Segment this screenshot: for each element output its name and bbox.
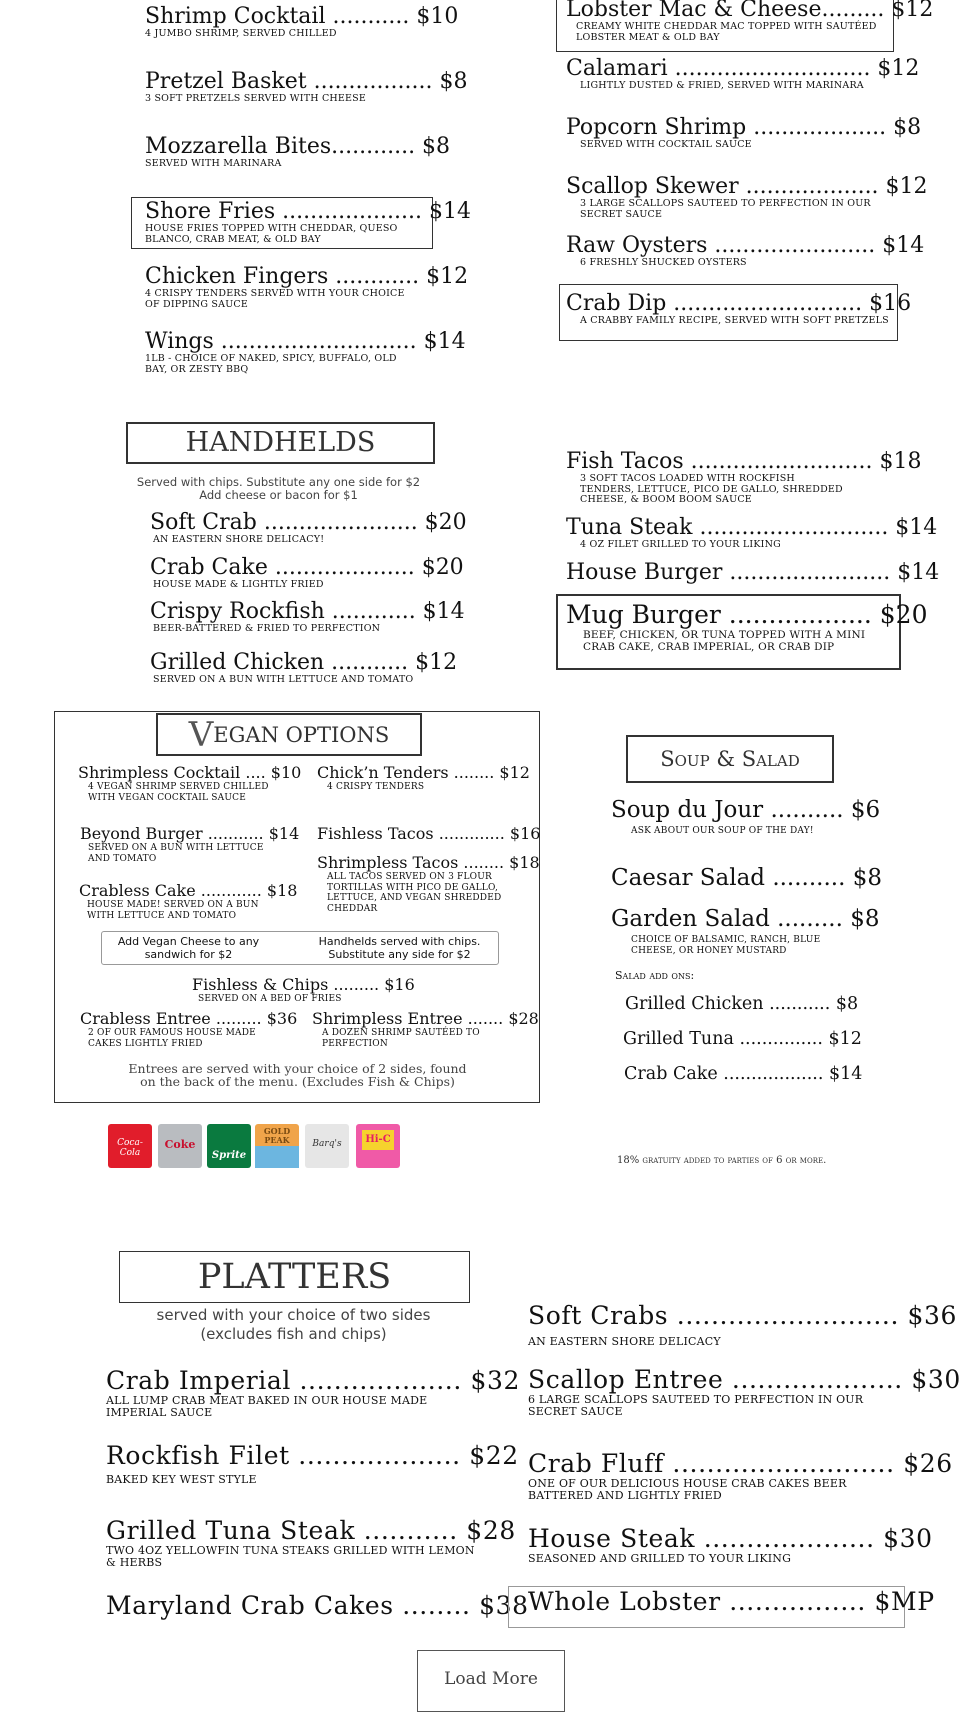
menu-item: [566, 174, 928, 220]
menu-item: [624, 1062, 862, 1086]
menu-item: [528, 1449, 953, 1502]
platters-note: [119, 1306, 468, 1344]
item-desc: A DOZEN SHRIMP SAUTÉED TO PERFECTION: [322, 1028, 480, 1049]
item-desc: ASK ABOUT OUR SOUP OF THE DAY!: [631, 826, 814, 836]
item-desc: 3 SOFT TACOS LOADED WITH ROCKFISH TENDERS, LETTUCE, PICO DE GALLO, SHREDDED CHEESE, & BOOM BOOM SAUCE: [580, 473, 843, 505]
item-name: Beyond Burger ........... $14: [80, 824, 300, 843]
section-header: Soup & Salad: [626, 735, 834, 783]
item-desc: 1LB - CHOICE OF NAKED, SPICY, BUFFALO, OLD BAY, OR ZESTY BBQ: [145, 353, 397, 375]
item-desc: 6 FRESHLY SHUCKED OYSTERS: [580, 257, 747, 268]
vegan-footer: [95, 1062, 500, 1088]
item-name: Garden Salad ......... $8: [611, 906, 880, 932]
menu-item: [566, 515, 938, 551]
item-desc: LIGHTLY DUSTED & FRIED, SERVED WITH MARINARA: [580, 80, 864, 91]
item-desc: AN EASTERN SHORE DELICACY: [528, 1335, 721, 1348]
note-left: Add Vegan Cheese to any sandwich for $2: [117, 935, 260, 961]
item-name: Shrimpless Tacos ........ $18: [317, 853, 540, 872]
footer-line: Entrees are served with your choice of 2 sides, found: [128, 1061, 467, 1076]
vegan-section: [54, 711, 540, 1103]
item-name: Scallop Skewer ................... $12: [566, 174, 928, 199]
item-desc: ONE OF OUR DELICIOUS HOUSE CRAB CAKES BEER BATTERED AND LIGHTLY FRIED: [528, 1477, 847, 1502]
sprite-logo-icon: [207, 1124, 251, 1168]
note-line: Served with chips. Substitute any one side for $2: [136, 475, 421, 489]
header-text: EGAN OPTIONS: [213, 723, 390, 747]
menu-item: [611, 866, 882, 890]
menu-item: [150, 600, 465, 635]
load-more-button[interactable]: Load More: [417, 1650, 565, 1712]
note-line: (excludes fish and chips): [200, 1325, 387, 1343]
hi-c-logo-icon: [356, 1124, 400, 1168]
menu-item: [145, 199, 471, 245]
item-name: Grilled Tuna Steak ........... $28: [106, 1516, 516, 1545]
item-name: Crab Cake .................... $20: [150, 555, 464, 580]
item-desc: CHOICE OF BALSAMIC, RANCH, BLUE CHEESE, OR HONEY MUSTARD: [631, 935, 821, 956]
item-name: House Burger ....................... $14: [566, 560, 940, 585]
menu-item: [106, 1366, 520, 1419]
menu-item: [528, 1524, 933, 1565]
section-header: HANDHELDS: [126, 422, 435, 464]
item-name: Soft Crabs .......................... $36: [528, 1301, 958, 1330]
item-desc: SERVED ON A BUN WITH LETTUCE AND TOMATO: [88, 843, 264, 864]
menu-item: [566, 560, 940, 585]
menu-item: [145, 264, 469, 310]
logo-label: Coke: [164, 1138, 196, 1151]
menu-item: [566, 0, 934, 43]
barqs-root-beer-logo-icon: [305, 1124, 349, 1168]
item-name: Fishless & Chips ......... $16: [192, 975, 415, 994]
logo-label: Barq's: [312, 1139, 342, 1149]
item-desc: BAKED KEY WEST STYLE: [106, 1473, 257, 1486]
item-desc: 4 VEGAN SHRIMP SERVED CHILLED WITH VEGAN COCKTAIL SAUCE: [88, 782, 269, 803]
item-name: Rockfish Filet ................... $22: [106, 1441, 519, 1470]
note-right: Handhelds served with chips. Substitute any side for $2: [318, 935, 481, 961]
menu-item: [566, 56, 920, 92]
menu-item: [145, 135, 450, 170]
item-desc: 3 LARGE SCALLOPS SAUTEED TO PERFECTION IN OUR SECRET SAUCE: [580, 198, 871, 220]
item-desc: ALL LUMP CRAB MEAT BAKED IN OUR HOUSE MADE IMPERIAL SAUCE: [106, 1394, 428, 1419]
menu-item: [528, 1365, 961, 1418]
item-name: House Steak .................... $30: [528, 1524, 933, 1553]
logo-label: GOLD PEAK: [263, 1126, 291, 1145]
menu-item: [611, 798, 880, 837]
item-name: Crab Imperial ................... $32: [106, 1366, 520, 1395]
menu-item: [145, 5, 458, 40]
menu-item: [566, 600, 928, 653]
gold-peak-tea-logo-icon: [255, 1124, 299, 1168]
menu-item: [79, 882, 297, 921]
item-desc: SERVED ON A BUN WITH LETTUCE AND TOMATO: [153, 674, 414, 685]
item-name: Mug Burger .................. $20: [566, 600, 928, 629]
menu-item: [566, 291, 912, 327]
item-name: Pretzel Basket ................. $8: [145, 69, 468, 94]
item-name: Maryland Crab Cakes ........ $38: [106, 1591, 529, 1620]
menu-item: [611, 906, 880, 956]
item-desc: HOUSE FRIES TOPPED WITH CHEDDAR, QUESO BLANCO, CRAB MEAT, & OLD BAY: [145, 223, 398, 245]
item-desc: 4 JUMBO SHRIMP, SERVED CHILLED: [145, 28, 337, 39]
menu-item: [145, 70, 467, 105]
menu-item: [150, 556, 464, 591]
menu-item: [566, 449, 922, 506]
menu-item: [528, 1587, 935, 1616]
item-desc: SERVED WITH MARINARA: [145, 158, 282, 169]
item-name: Chicken Fingers ............ $12: [145, 264, 469, 289]
menu-item: [528, 1301, 958, 1348]
item-desc: SERVED ON A BED OF FRIES: [198, 994, 342, 1004]
item-name: Shore Fries .................... $14: [145, 199, 471, 224]
item-name: Scallop Entree .................... $30: [528, 1365, 961, 1394]
menu-item: [150, 511, 467, 546]
item-name: Raw Oysters ....................... $14: [566, 233, 925, 258]
item-name: Crispy Rockfish ............ $14: [150, 599, 465, 624]
menu-item: [145, 329, 466, 375]
vegan-note-box: [101, 931, 499, 965]
menu-item: [317, 854, 540, 914]
menu-item: [106, 1441, 519, 1486]
item-name: Shrimpless Cocktail .... $10: [78, 763, 302, 782]
item-name: Soup du Jour .......... $6: [611, 797, 881, 823]
menu-item: [317, 825, 540, 843]
item-desc: 2 OF OUR FAMOUS HOUSE MADE CAKES LIGHTLY FRIED: [88, 1028, 256, 1049]
section-header: PLATTERS: [119, 1251, 470, 1303]
item-name: Grilled Chicken ........... $12: [150, 650, 458, 675]
menu-item: [80, 1010, 297, 1049]
item-desc: A CRABBY FAMILY RECIPE, SERVED WITH SOFT PRETZELS: [580, 315, 889, 326]
item-desc: HOUSE MADE & LIGHTLY FRIED: [153, 579, 324, 590]
menu-item: [317, 764, 530, 793]
item-name: Lobster Mac & Cheese......... $12: [566, 0, 934, 22]
menu-item: [566, 233, 925, 269]
item-name: Crabless Cake ............ $18: [79, 881, 298, 900]
gratuity-note: 18% gratuity added to parties of 6 or more.: [617, 1155, 827, 1166]
item-name: Grilled Chicken ........... $8: [625, 994, 859, 1014]
handhelds-note: [126, 476, 431, 501]
item-name: Shrimpless Entree ....... $28: [312, 1009, 539, 1028]
item-desc: AN EASTERN SHORE DELICACY!: [153, 534, 325, 545]
item-name: Caesar Salad .......... $8: [611, 865, 883, 891]
item-name: Mozzarella Bites............ $8: [145, 134, 451, 159]
item-name: Shrimp Cocktail ........... $10: [145, 4, 459, 29]
item-name: Wings ............................ $14: [145, 329, 466, 354]
menu-item: [312, 1010, 539, 1049]
menu-item: [192, 976, 415, 1005]
menu-item: [150, 651, 457, 686]
item-name: Crab Cake .................. $14: [624, 1064, 863, 1084]
item-name: Popcorn Shrimp ................... $8: [566, 115, 922, 140]
logo-label: Sprite: [211, 1150, 247, 1161]
item-desc: HOUSE MADE! SERVED ON A BUN WITH LETTUCE AND TOMATO: [87, 900, 259, 921]
menu-item: [106, 1591, 529, 1620]
item-desc: 4 CRISPY TENDERS: [327, 782, 425, 792]
item-name: Grilled Tuna ............... $12: [623, 1029, 862, 1049]
addons-label: Salad add ons:: [615, 969, 695, 982]
item-desc: CREAMY WHITE CHEDDAR MAC TOPPED WITH SAUTÉED LOBSTER MEAT & OLD BAY: [576, 21, 877, 43]
menu-item: [78, 764, 301, 803]
item-desc: 6 LARGE SCALLOPS SAUTEED TO PERFECTION IN OUR SECRET SAUCE: [528, 1393, 864, 1418]
item-name: Tuna Steak ........................... $14: [566, 515, 938, 540]
coca-cola-logo-icon: [108, 1124, 152, 1168]
note-line: served with your choice of two sides: [156, 1306, 431, 1324]
item-name: Crab Fluff .......................... $26: [528, 1449, 953, 1478]
footer-line: on the back of the menu. (Excludes Fish & Chips): [140, 1074, 455, 1089]
item-desc: SEASONED AND GRILLED TO YOUR LIKING: [528, 1552, 792, 1565]
item-name: Fishless Tacos ............. $16: [317, 824, 541, 843]
item-desc: SERVED WITH COCKTAIL SAUCE: [580, 139, 752, 150]
item-name: Crabless Entree ......... $36: [80, 1009, 298, 1028]
item-desc: TWO 4OZ YELLOWFIN TUNA STEAKS GRILLED WITH LEMON & HERBS: [106, 1544, 475, 1569]
item-desc: BEEF, CHICKEN, OR TUNA TOPPED WITH A MINI CRAB CAKE, CRAB IMPERIAL, OR CRAB DIP: [583, 629, 866, 653]
item-name: Fish Tacos .......................... $18: [566, 449, 922, 474]
item-desc: ALL TACOS SERVED ON 3 FLOUR TORTILLAS WITH PICO DE GALLO, LETTUCE, AND VEGAN SHREDDED CHEDDAR: [327, 872, 502, 914]
item-desc: 4 OZ FILET GRILLED TO YOUR LIKING: [580, 539, 781, 550]
item-name: Whole Lobster ................ $MP: [528, 1587, 935, 1616]
item-desc: 3 SOFT PRETZELS SERVED WITH CHEESE: [145, 93, 367, 104]
item-name: Calamari ............................ $12: [566, 56, 920, 81]
menu-item: [566, 115, 922, 151]
diet-coke-logo-icon: [158, 1124, 202, 1168]
item-name: Soft Crab ...................... $20: [150, 510, 467, 535]
item-name: Crab Dip ........................... $16: [566, 291, 912, 316]
leaf-v-icon: V: [188, 715, 214, 755]
menu-item: [623, 1027, 862, 1051]
section-header: [156, 713, 422, 756]
item-desc: BEER-BATTERED & FRIED TO PERFECTION: [153, 623, 381, 634]
menu-item: [80, 825, 299, 864]
note-line: Add cheese or bacon for $1: [199, 487, 358, 502]
menu-item: [625, 992, 858, 1016]
menu-item: [106, 1516, 516, 1569]
label-band: [255, 1146, 299, 1168]
logo-label: Hi-C: [365, 1134, 391, 1145]
logo-label: Coca-Cola: [117, 1138, 143, 1158]
item-desc: 4 CRISPY TENDERS SERVED WITH YOUR CHOICE OF DIPPING SAUCE: [145, 288, 405, 310]
item-name: Chick’n Tenders ........ $12: [317, 763, 530, 782]
